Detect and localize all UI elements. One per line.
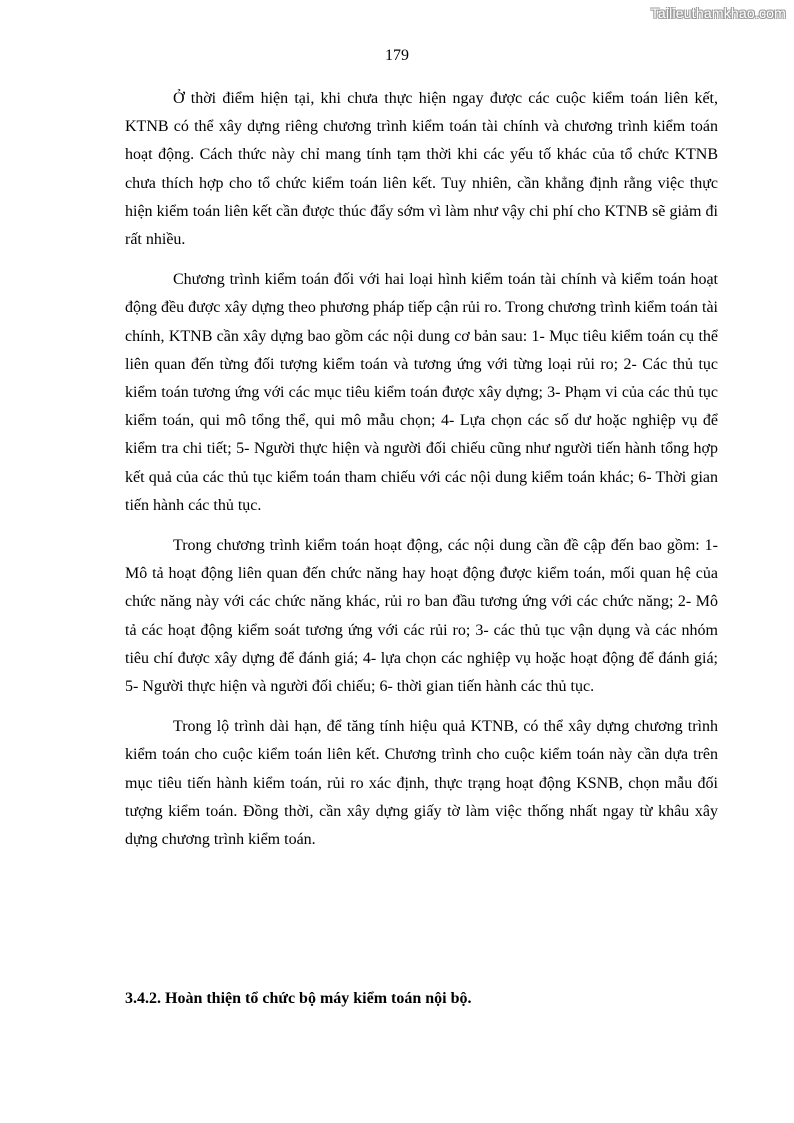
paragraph-4: Trong lộ trình dài hạn, để tăng tính hiệu quả KTNB, có thể xây dựng chương trình kiểm toán cho cuộc kiểm toán liên kết. Chương trình cho cuộc kiểm toán này cần dựa trên mục tiêu tiến hành kiểm toán, rủi ro xác định, thực trạng hoạt động KSNB, chọn mẫu đối tượng kiểm toán. Đồng thời, cần xây dựng giấy tờ làm việc thống nhất ngay từ khâu xây dựng chương trình kiểm toán. <box>125 718 718 849</box>
watermark-logo: Tailieuthamkhao.com <box>650 5 786 21</box>
section-heading: 3.4.2. Hoàn thiện tổ chức bộ máy kiểm toán nội bộ. <box>125 990 472 1007</box>
document-body <box>125 85 718 866</box>
paragraph-2: Chương trình kiểm toán đối với hai loại hình kiểm toán tài chính và kiểm toán hoạt động đều được xây dựng theo phương pháp tiếp cận rủi ro. Trong chương trình kiểm toán tài chính, KTNB cần xây dựng bao gồm các nội dung cơ bản sau: 1- Mục tiêu kiểm toán cụ thể liên quan đến từng đối tượng kiểm toán và tương ứng với từng loại rủi ro; 2- Các thủ tục kiểm toán tương ứng với các mục tiêu kiểm toán được xây dựng; 3- Phạm vi của các thủ tục kiểm toán, qui mô tổng thể, qui mô mẫu chọn; 4- Lựa chọn các số dư hoặc nghiệp vụ để kiểm tra chi tiết; 5- Người thực hiện và người đối chiếu cũng như người tiến hành tổng hợp kết quả của các thủ tục kiểm toán tham chiếu với các nội dung kiểm toán khác; 6- Thời gian tiến hành các thủ tục. <box>125 271 718 514</box>
paragraph-3: Trong chương trình kiểm toán hoạt động, các nội dung cần đề cập đến bao gồm: 1- Mô tả hoạt động liên quan đến chức năng hay hoạt động được kiểm toán, mối quan hệ của chức năng này với các chức năng khác, rủi ro ban đầu tương ứng với các chức năng; 2- Mô tả các hoạt động kiểm soát tương ứng với các rủi ro; 3- các thủ tục vận dụng và các nhóm tiêu chí được xây dựng để đánh giá; 4- lựa chọn các nghiệp vụ hoặc hoạt động để đánh giá; 5- Người thực hiện và người đối chiếu; 6- thời gian tiến hành các thủ tục. <box>125 537 718 696</box>
page-number: 179 <box>385 47 409 64</box>
paragraph-1: Ở thời điểm hiện tại, khi chưa thực hiện ngay được các cuộc kiểm toán liên kết, KTNB có thể xây dựng riêng chương trình kiểm toán tài chính và chương trình kiểm toán hoạt động. Cách thức này chỉ mang tính tạm thời khi các yếu tố khác của tổ chức KTNB chưa thích hợp cho tổ chức kiểm toán liên kết. Tuy nhiên, cần khẳng định rằng việc thực hiện kiểm toán liên kết cần được thúc đẩy sớm vì làm như vậy chi phí cho KTNB sẽ giảm đi rất nhiều. <box>125 90 718 249</box>
